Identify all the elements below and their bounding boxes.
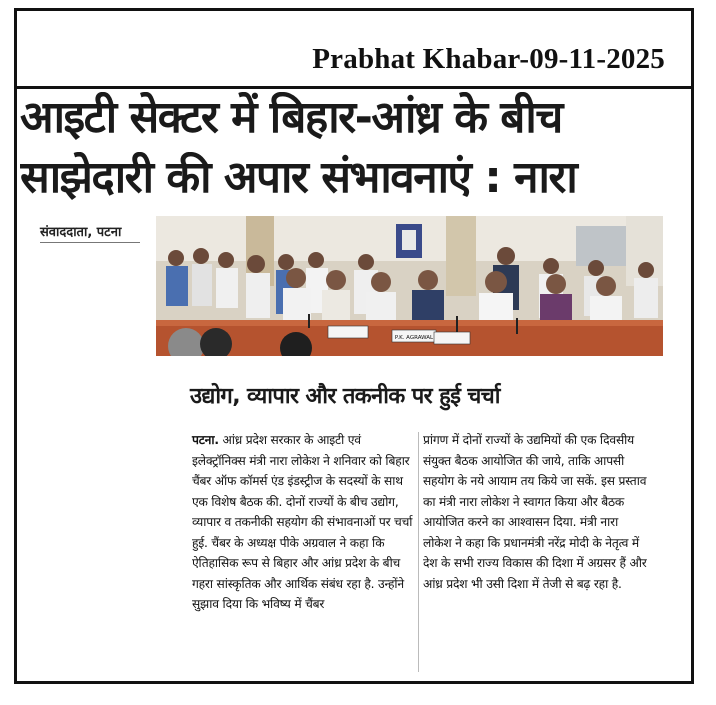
meeting-photo-illustration	[156, 216, 663, 356]
article-column-right	[423, 430, 648, 594]
body-left: आंध्र प्रदेश सरकार के आइटी एवं इलेक्ट्रॉनिक्स मंत्री नारा लोकेश ने शनिवार को बिहार चैंबर ऑफ कॉमर्स एंड इंडस्ट्रीज के सदस्यों के साथ एक विशेष बैठक की. दोनों राज्यों के बीच उद्योग, व्यापार व तकनीकी सहयोग की संभावनाओं पर चर्चा हुई. चैंबर के अध्यक्ष पीके अग्रवाल ने कहा कि ऐतिहासिक रूप से बिहार और आंध्र प्रदेश के बीच गहरा सांस्कृतिक और आर्थिक संबंध रहा है. उन्होंने सुझाव दिया कि भविष्य में चैंबर	[192, 433, 413, 611]
source-title: Prabhat Khabar-09-11-2025	[312, 43, 665, 75]
dateline: पटना.	[192, 433, 219, 447]
headline-line-2: साझेदारी की अपार संभावनाएं : नारा	[20, 152, 577, 203]
headline-line-1: आइटी सेक्टर में बिहार-आंध्र के बीच	[20, 92, 562, 143]
source-header	[17, 11, 691, 89]
subheading: उद्योग, व्यापार और तकनीक पर हुई चर्चा	[190, 384, 500, 409]
byline: संवाददाता, पटना	[40, 225, 122, 240]
body-right: प्रांगण में दोनों राज्यों के उद्यमियों की एक दिवसीय संयुक्त बैठक आयोजित की जाये, ताकि आपसी सहयोग के नये आयाम तय किये जा सकें. इस प्रस्ताव का मंत्री नारा लोकेश ने स्वागत किया और बैठक आयोजित करने का आश्वासन दिया. मंत्री नारा लोकेश ने कहा कि प्रधानमंत्री नरेंद्र मोदी के नेतृत्व में देश के सभी राज्य विकास की दिशा में अग्रसर हैं और आंध्र प्रदेश भी उसी दिशा में तेजी से बढ़ रहा है.	[423, 433, 647, 591]
column-left-text	[192, 430, 417, 615]
name-plate-label: P.K. AGRAWAL	[394, 335, 434, 341]
column-divider	[418, 432, 419, 672]
meeting-photo	[156, 216, 663, 356]
byline-rule	[40, 242, 140, 243]
article-column-left	[192, 430, 417, 615]
